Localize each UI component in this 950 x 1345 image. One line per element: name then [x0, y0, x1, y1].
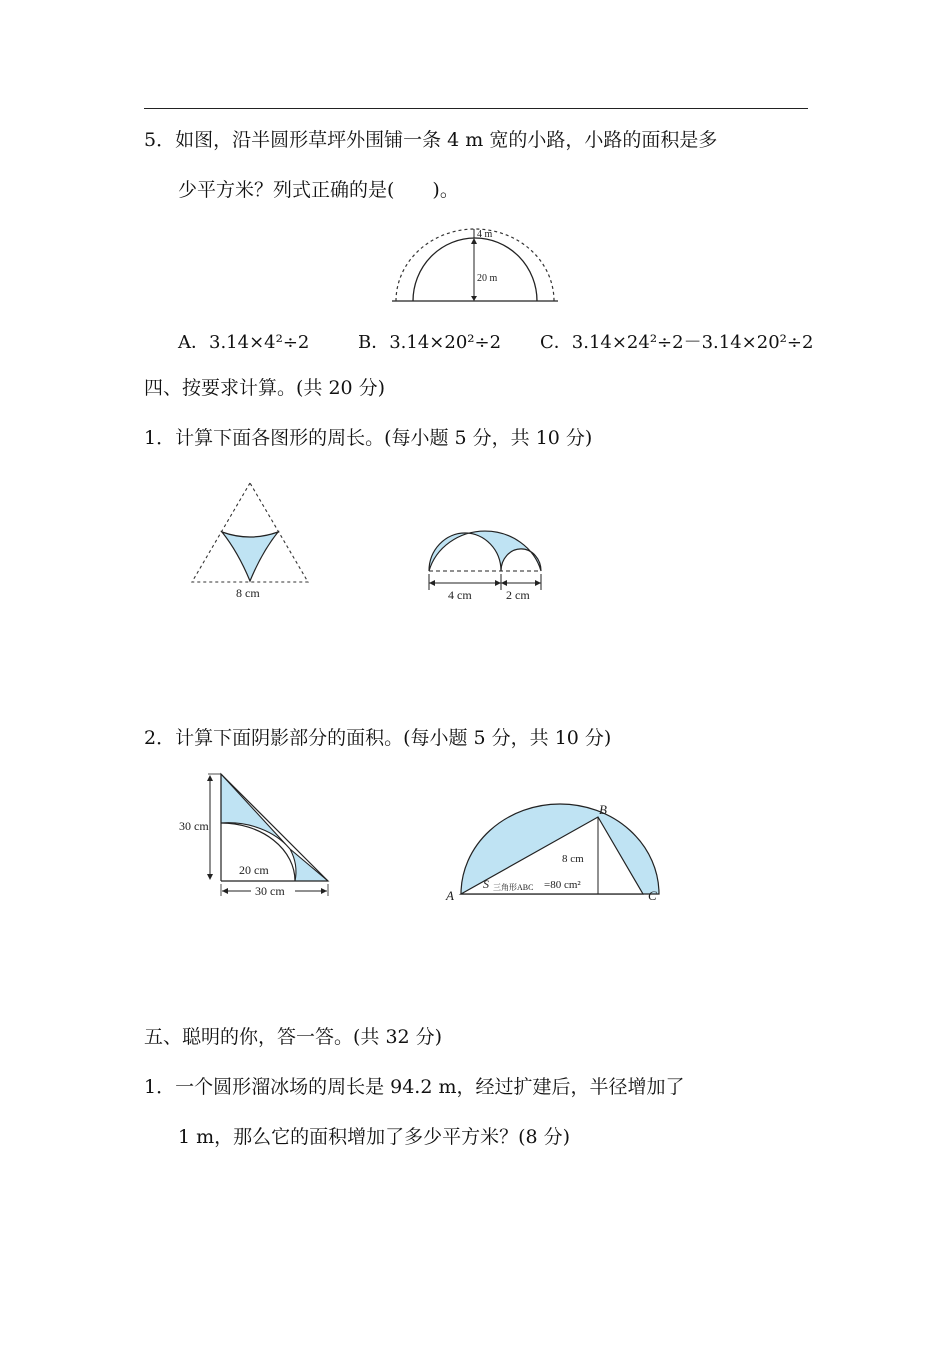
triangle-label-side: 8 cm — [236, 586, 260, 600]
s4-q2-quarter-circle-figure — [178, 768, 338, 903]
dim-arrow-2 — [495, 580, 501, 586]
label-point-b: B — [599, 802, 607, 817]
dim-arrow-1 — [429, 580, 435, 586]
q5-inner-arc — [413, 238, 537, 301]
shaded-region-top — [221, 774, 290, 849]
q5-option-c: C．3.14×24²÷2－3.14×20²÷2 — [540, 332, 814, 353]
height-arrow-bottom — [207, 874, 213, 880]
q5-line2: 少平方米？列式正确的是( )。 — [178, 179, 459, 201]
label-area: =80 cm² — [544, 879, 581, 891]
q5-radius-arrow-bottom — [471, 296, 477, 301]
shaded-region-bottom — [290, 849, 328, 881]
s4-q1-semicircles-figure — [424, 510, 552, 605]
q5-semicircle-figure — [388, 222, 563, 306]
q5-label-radius: 20 m — [477, 273, 498, 284]
s4-q1-text: 1．计算下面各图形的周长。(每小题 5 分，共 10 分) — [144, 427, 593, 449]
s4-q1-triangle-figure — [186, 478, 316, 602]
label-base: 30 cm — [255, 884, 285, 898]
semicircles-label-right: 2 cm — [506, 588, 530, 602]
s5-q1-line2: 1 m，那么它的面积增加了多少平方米？(8 分) — [178, 1126, 571, 1148]
section5-title: 五、聪明的你，答一答。(共 32 分) — [144, 1026, 443, 1048]
label-s: S — [483, 877, 489, 891]
q5-outer-dashed-arc — [396, 229, 554, 301]
dim-arrow-4 — [535, 580, 541, 586]
triangle-hypotenuse — [221, 774, 328, 881]
height-arrow-top — [207, 775, 213, 781]
dim-arrow-3 — [501, 580, 507, 586]
semicircles-label-left: 4 cm — [448, 588, 472, 602]
base-arrow-left — [222, 888, 228, 894]
q5-option-b: B．3.14×20²÷2 — [358, 332, 502, 353]
s5-q1-line1: 1．一个圆形溜冰场的周长是 94.2 m，经过扩建后，半径增加了 — [144, 1076, 685, 1098]
s4-q2-semicircle-triangle-figure — [442, 796, 666, 906]
q5-label-width: 4 m — [477, 229, 493, 240]
q5-option-a: A．3.14×4²÷2 — [178, 332, 310, 353]
section4-title: 四、按要求计算。(共 20 分) — [144, 377, 386, 399]
label-height-8cm: 8 cm — [562, 853, 584, 865]
top-rule — [144, 108, 808, 109]
q5-line1: 5．如图，沿半圆形草坪外围铺一条 4 m 宽的小路，小路的面积是多 — [144, 129, 718, 151]
curved-triangle-shape — [222, 532, 278, 581]
label-point-a: A — [446, 888, 454, 903]
label-height: 30 cm — [179, 819, 209, 833]
label-s-sub: 三角形ABC — [493, 883, 534, 892]
label-radius: 20 cm — [239, 863, 269, 877]
base-arrow-right — [321, 888, 327, 894]
label-point-c: C — [648, 888, 657, 903]
s4-q2-text: 2．计算下面阴影部分的面积。(每小题 5 分，共 10 分) — [144, 727, 612, 749]
semicircles-shaded-region — [429, 531, 541, 571]
